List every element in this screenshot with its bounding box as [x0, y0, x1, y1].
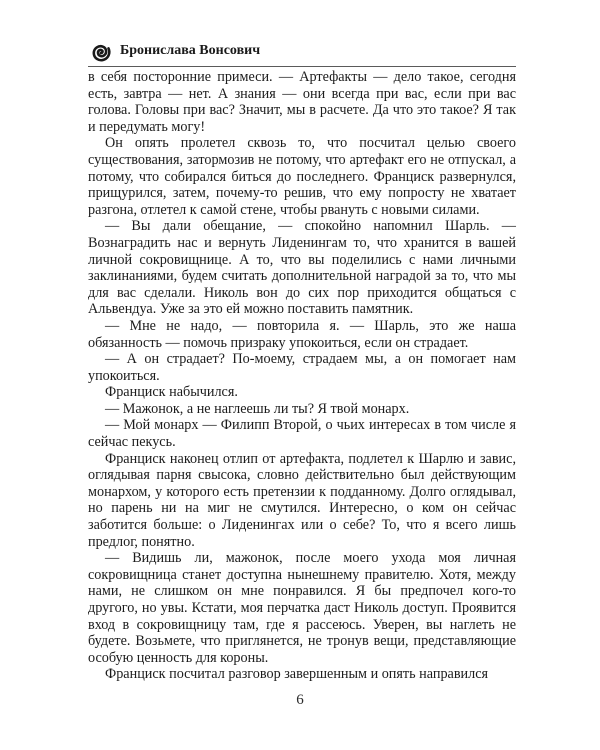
paragraph: — Мажонок, а не наглеешь ли ты? Я твой монарх. — [105, 400, 410, 417]
body-text — [88, 69, 516, 683]
paragraph: Он опять пролетел сквозь то, что посчитал целью своего существования, затормозив не потому, что артефакт его не отпускал, а потому, что собирался биться до последнего. Франциск развернулся, прищурился, затем, почему-то решив, что ему попросту не хватает разгона, отлетел к самой стене, чтобы рвануть с новыми силами. — [88, 135, 516, 218]
paragraph: Франциск набычился. — [105, 384, 238, 401]
paragraph: — А он страдает? По-моему, страдаем мы, а он помогает нам упокоиться. — [88, 351, 516, 384]
header-divider — [88, 66, 516, 67]
spiral-icon — [88, 40, 114, 66]
paragraph: — Мне не надо, — повторила я. — Шарль, это же наша обязанность — помочь призраку упокоиться, если он страдает. — [88, 317, 516, 351]
paragraph: — Вы дали обещание, — спокойно напомнил Шарль. — Вознаградить нас и вернуть Лиденингам то, что хранится в вашей личной сокровищнице. А то, что вы поделились с нами личными заклинаниями, будем считать дополнительной наградой за то, что мы для вас сделали. Николь вон до сих пор приходится общаться с Альвендуа. Уже за это ей можно поставить памятник. — [88, 218, 516, 318]
paragraph: Франциск посчитал разговор завершенным и опять направился — [105, 666, 489, 683]
author-name: Бронислава Вонсович — [120, 43, 261, 58]
page-number: 6 — [296, 692, 304, 708]
paragraph: Франциск наконец отлип от артефакта, подлетел к Шарлю и завис, оглядывая парня свысока, словно действительно был действующим монархом, у которого есть претензии к подданному. Долго оглядывал, но парень ни на миг не смутился. Интересно, о ком он сейчас заботится больше: о Лиденингах или о себе? То, что я всего лишь предлог, понятно. — [88, 450, 516, 550]
running-header — [88, 40, 518, 68]
paragraph: в себя посторонние примеси. — Артефакты — дело такое, сегодня есть, завтра — нет. А знания — они всегда при вас, если при вас голова. Головы при вас? Значит, мы в расчете. Да что это такое? Я так и передумать могу! — [88, 69, 516, 135]
paragraph: — Мой монарх — Филипп Второй, о чьих интересах в том числе я сейчас пекусь. — [88, 417, 516, 451]
paragraph: — Видишь ли, мажонок, после моего ухода моя личная сокровищница станет доступна нынешнему правителю. Хотя, между нами, не слишком он мне понравился. Я бы предпочел кого-то другого, но увы. Кстати, моя перчатка даст Николь доступ. Проявится вход в сокровищницу там, где я рассеюсь. Уверен, вы наглеть не будете. Возьмете, что приглянется, не тронув вещи, представляющие особую ценность для короны. — [88, 550, 516, 666]
